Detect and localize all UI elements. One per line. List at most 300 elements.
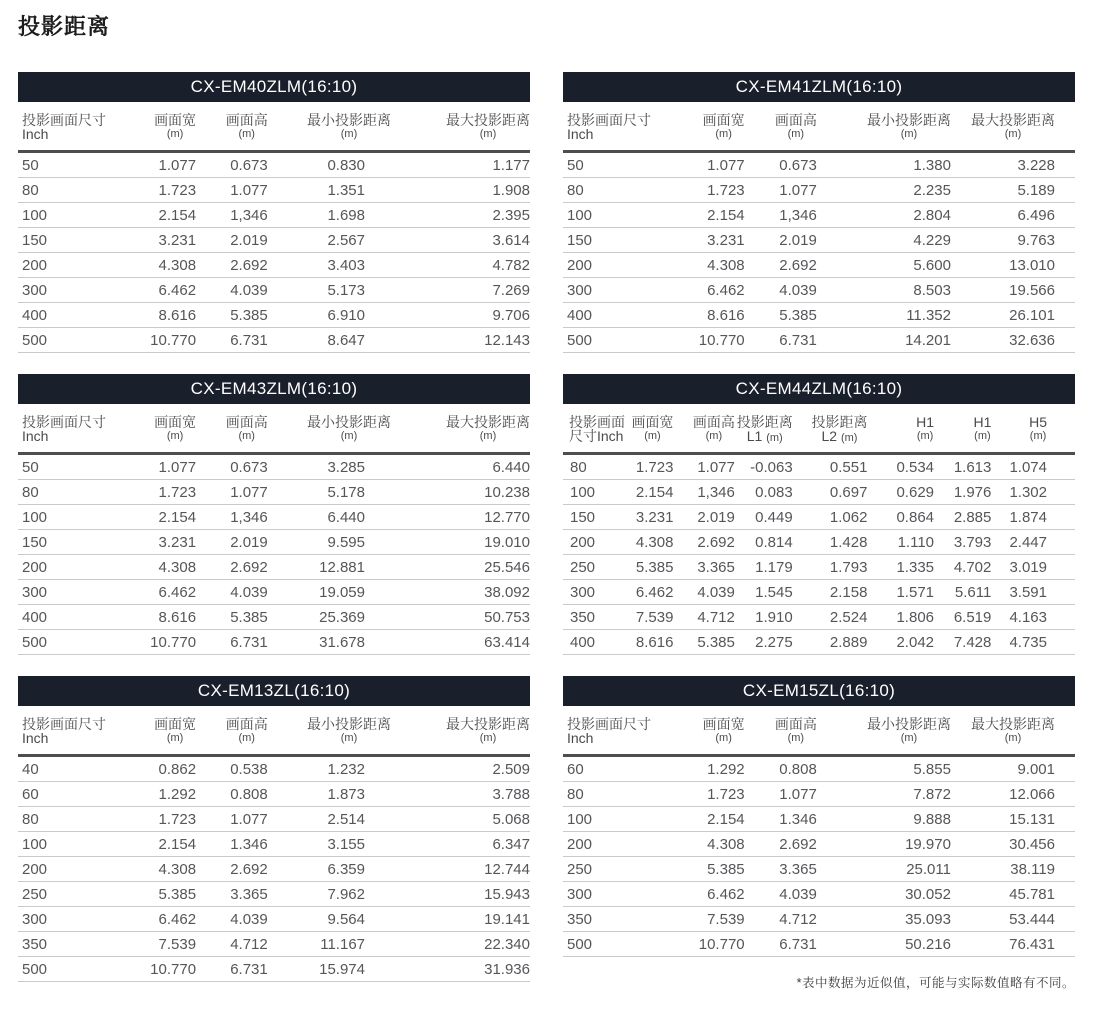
column-header: 投影画面尺寸 Inch (563, 102, 680, 152)
table-cell: 6.731 (196, 328, 268, 353)
table-cell: 6.910 (268, 303, 365, 328)
table-cell: 2.019 (196, 530, 268, 555)
table-cell: 0.814 (735, 530, 793, 555)
projection-distance-table (18, 404, 530, 655)
table-cell: 1.545 (735, 580, 793, 605)
table-cell: 400 (18, 303, 135, 328)
table-cell: 10.770 (680, 932, 745, 957)
table-cell: 80 (18, 178, 135, 203)
table-cell: 2.019 (745, 228, 817, 253)
table-cell: 1.077 (680, 152, 745, 178)
table-cell: 9.001 (951, 756, 1075, 782)
table-row (563, 505, 1075, 530)
table-cell: 1,346 (745, 203, 817, 228)
table-cell: 200 (563, 530, 630, 555)
table-cell: 6.496 (951, 203, 1075, 228)
table-cell: 15.943 (365, 882, 530, 907)
table-cell: 5.189 (951, 178, 1075, 203)
table-row (563, 454, 1075, 480)
table-cell: 9.763 (951, 228, 1075, 253)
table-row (18, 630, 530, 655)
table-cell: 1.292 (680, 756, 745, 782)
approximation-footnote: *表中数据为近似值，可能与实际数值略有不同。 (796, 976, 1075, 990)
table-row (563, 756, 1075, 782)
table-cell: 19.059 (268, 580, 365, 605)
table-row (563, 303, 1075, 328)
table-cell: 5.385 (673, 630, 734, 655)
table-cell: 1.723 (630, 454, 673, 480)
table-row (563, 555, 1075, 580)
table-cell: 50.216 (817, 932, 951, 957)
table-cell: 2.514 (268, 807, 365, 832)
table-row (563, 278, 1075, 303)
table-row (18, 605, 530, 630)
table-cell: 80 (563, 178, 680, 203)
table-cell: 2.447 (991, 530, 1075, 555)
table-cell: 0.808 (745, 756, 817, 782)
table-cell: 1.874 (991, 505, 1075, 530)
header-row (563, 102, 1075, 152)
table-cell: 400 (563, 303, 680, 328)
table-row (18, 178, 530, 203)
table-cell: 35.093 (817, 907, 951, 932)
column-header: 画面宽 (m) (680, 102, 745, 152)
table-cell: 12.770 (365, 505, 530, 530)
table-row (18, 932, 530, 957)
table-row (18, 203, 530, 228)
table-cell: 9.564 (268, 907, 365, 932)
table-cell: 1.613 (934, 454, 991, 480)
table-row (563, 253, 1075, 278)
table-row (18, 505, 530, 530)
table-row (563, 630, 1075, 655)
table-cell: 2.509 (365, 756, 530, 782)
table-cell: 1.077 (196, 807, 268, 832)
table-cell: 200 (563, 832, 680, 857)
table-row (563, 782, 1075, 807)
table-cell: 1.698 (268, 203, 365, 228)
table-cell: 1.380 (817, 152, 951, 178)
table-cell: 100 (563, 807, 680, 832)
column-header: 最小投影距离 (m) (817, 102, 951, 152)
table-cell: 15.131 (951, 807, 1075, 832)
table-cell: 5.385 (630, 555, 673, 580)
table-row (18, 253, 530, 278)
projection-table (18, 374, 530, 655)
page-title: 投影距离 (18, 14, 111, 39)
table-cell: 6.440 (365, 454, 530, 480)
table-row (563, 807, 1075, 832)
table-cell: 6.731 (196, 957, 268, 982)
table-cell: 1.062 (793, 505, 868, 530)
table-cell: 8.616 (135, 605, 196, 630)
table-cell: 2.019 (673, 505, 734, 530)
table-row (18, 580, 530, 605)
table-cell: 63.414 (365, 630, 530, 655)
table-cell: 6.462 (680, 882, 745, 907)
table-cell: 1.110 (867, 530, 934, 555)
table-cell: 1.723 (135, 807, 196, 832)
table-cell: 14.201 (817, 328, 951, 353)
table-cell: 500 (18, 328, 135, 353)
table-cell: 0.697 (793, 480, 868, 505)
table-cell: 1.346 (196, 832, 268, 857)
table-cell: 350 (563, 907, 680, 932)
table-cell: 4.308 (135, 253, 196, 278)
column-header: 画面高 (m) (196, 404, 268, 454)
table-cell: 2.154 (135, 505, 196, 530)
table-cell: 6.440 (268, 505, 365, 530)
column-header: 画面宽 (m) (135, 102, 196, 152)
table-cell: 7.428 (934, 630, 991, 655)
table-cell: 3.231 (135, 530, 196, 555)
table-cell: 1.302 (991, 480, 1075, 505)
table-row (563, 178, 1075, 203)
table-cell: 0.673 (745, 152, 817, 178)
table-cell: 4.039 (745, 278, 817, 303)
table-row (563, 857, 1075, 882)
table-cell: 3.788 (365, 782, 530, 807)
table-cell: 2.235 (817, 178, 951, 203)
table-cell: 250 (563, 857, 680, 882)
table-cell: 2.804 (817, 203, 951, 228)
column-header: H1 (m) (867, 404, 934, 454)
table-cell: 250 (18, 882, 135, 907)
table-cell: 1.077 (745, 782, 817, 807)
table-cell: 2.885 (934, 505, 991, 530)
table-cell: 25.011 (817, 857, 951, 882)
table-cell: 300 (18, 907, 135, 932)
table-cell: 1.351 (268, 178, 365, 203)
table-row (18, 782, 530, 807)
table-cell: 6.731 (196, 630, 268, 655)
table-cell: 4.163 (991, 605, 1075, 630)
column-header: 最大投影距离 (m) (365, 102, 530, 152)
table-cell: 1.077 (673, 454, 734, 480)
tables-grid (18, 72, 1078, 991)
projection-table (563, 72, 1075, 353)
column-header: 画面高 (m) (745, 706, 817, 756)
table-cell: 5.600 (817, 253, 951, 278)
table-cell: 4.712 (196, 932, 268, 957)
table-cell: 5.068 (365, 807, 530, 832)
table-cell: 4.308 (680, 253, 745, 278)
table-cell: 1.793 (793, 555, 868, 580)
table-cell: 3.793 (934, 530, 991, 555)
table-cell: 2.154 (680, 203, 745, 228)
table-cell: 38.119 (951, 857, 1075, 882)
column-header: 画面宽 (m) (135, 404, 196, 454)
column-header: 画面宽 (m) (680, 706, 745, 756)
table-cell: 0.534 (867, 454, 934, 480)
column-header: 投影画面 尺寸Inch (563, 404, 630, 454)
projection-distance-table (563, 404, 1075, 655)
table-cell: 6.359 (268, 857, 365, 882)
column-header: 画面高 (m) (673, 404, 734, 454)
table-cell: 9.706 (365, 303, 530, 328)
table-cell: 2.154 (680, 807, 745, 832)
header-row (18, 706, 530, 756)
table-cell: 10.770 (135, 328, 196, 353)
table-cell: 0.449 (735, 505, 793, 530)
table-cell: 200 (18, 555, 135, 580)
column-header: 画面宽 (m) (135, 706, 196, 756)
table-cell: 7.539 (680, 907, 745, 932)
projection-distance-table (563, 706, 1075, 957)
table-cell: 1.177 (365, 152, 530, 178)
table-row (563, 907, 1075, 932)
table-cell: 80 (18, 480, 135, 505)
table-row (18, 807, 530, 832)
table-cell: 3.285 (268, 454, 365, 480)
table-row (18, 832, 530, 857)
column-header: 投影距离 L2 (m) (793, 404, 868, 454)
table-cell: 60 (563, 756, 680, 782)
table-cell: 7.872 (817, 782, 951, 807)
table-cell: 1.074 (991, 454, 1075, 480)
column-header: 最小投影距离 (m) (817, 706, 951, 756)
table-cell: 6.731 (745, 932, 817, 957)
table-title-bar: CX-EM13ZL(16:10) (18, 676, 530, 706)
table-row (18, 957, 530, 982)
table-cell: 150 (18, 530, 135, 555)
table-row (563, 580, 1075, 605)
table-cell: 150 (563, 505, 630, 530)
table-cell: 1.976 (934, 480, 991, 505)
table-title-bar: CX-EM44ZLM(16:10) (563, 374, 1075, 404)
table-cell: 8.616 (630, 630, 673, 655)
table-cell: 2.154 (135, 203, 196, 228)
table-cell: 2.524 (793, 605, 868, 630)
table-cell: 15.974 (268, 957, 365, 982)
table-cell: 4.308 (680, 832, 745, 857)
table-row (18, 480, 530, 505)
table-title-bar: CX-EM41ZLM(16:10) (563, 72, 1075, 102)
table-cell: 400 (18, 605, 135, 630)
table-cell: 100 (563, 203, 680, 228)
table-cell: 3.019 (991, 555, 1075, 580)
table-cell: 4.039 (673, 580, 734, 605)
table-cell: 4.039 (196, 278, 268, 303)
table-cell: 0.673 (196, 454, 268, 480)
table-row (18, 152, 530, 178)
table-cell: 3.403 (268, 253, 365, 278)
table-cell: 2.154 (135, 832, 196, 857)
table-cell: 1.077 (196, 178, 268, 203)
table-cell: 2.395 (365, 203, 530, 228)
table-cell: 1,346 (196, 203, 268, 228)
column-header: 投影画面尺寸 Inch (563, 706, 680, 756)
table-cell: 4.702 (934, 555, 991, 580)
table-cell: 6.519 (934, 605, 991, 630)
table-cell: 1.179 (735, 555, 793, 580)
table-cell: 11.352 (817, 303, 951, 328)
table-cell: 4.229 (817, 228, 951, 253)
table-cell: 9.595 (268, 530, 365, 555)
table-cell: 4.735 (991, 630, 1075, 655)
table-cell: 1.910 (735, 605, 793, 630)
table-cell: 3.231 (630, 505, 673, 530)
table-cell: 3.365 (196, 882, 268, 907)
column-header: 最小投影距离 (m) (268, 706, 365, 756)
table-cell: 53.444 (951, 907, 1075, 932)
table-cell: 1.232 (268, 756, 365, 782)
table-cell: 1.908 (365, 178, 530, 203)
table-cell: 2.567 (268, 228, 365, 253)
table-cell: 12.881 (268, 555, 365, 580)
table-cell: 45.781 (951, 882, 1075, 907)
table-cell: 2.275 (735, 630, 793, 655)
table-cell: 7.962 (268, 882, 365, 907)
table-cell: 80 (563, 454, 630, 480)
table-row (18, 555, 530, 580)
table-cell: 1,346 (673, 480, 734, 505)
table-cell: 0.673 (196, 152, 268, 178)
table-cell: 8.503 (817, 278, 951, 303)
table-cell: 8.616 (135, 303, 196, 328)
table-cell: 13.010 (951, 253, 1075, 278)
table-cell: 8.616 (680, 303, 745, 328)
column-header: 最大投影距离 (m) (951, 706, 1075, 756)
table-cell: 200 (18, 253, 135, 278)
table-cell: 500 (563, 328, 680, 353)
table-cell: 32.636 (951, 328, 1075, 353)
projection-distance-table (563, 102, 1075, 353)
table-cell: 12.744 (365, 857, 530, 882)
table-row (18, 857, 530, 882)
header-row (18, 102, 530, 152)
table-cell: 1.723 (680, 178, 745, 203)
table-row (563, 605, 1075, 630)
column-header: 投影画面尺寸 Inch (18, 404, 135, 454)
projection-table (563, 676, 1075, 957)
column-header: 画面高 (m) (196, 102, 268, 152)
table-cell: 80 (563, 782, 680, 807)
table-cell: 5.385 (745, 303, 817, 328)
table-cell: 100 (18, 203, 135, 228)
table-cell: 1.806 (867, 605, 934, 630)
table-row (18, 228, 530, 253)
table-cell: 31.936 (365, 957, 530, 982)
table-cell: 50 (563, 152, 680, 178)
column-header: 最大投影距离 (m) (365, 706, 530, 756)
table-cell: 100 (18, 505, 135, 530)
table-cell: 6.462 (135, 580, 196, 605)
table-cell: 1.723 (135, 480, 196, 505)
table-cell: 6.731 (745, 328, 817, 353)
table-row (18, 882, 530, 907)
table-cell: 1.077 (135, 152, 196, 178)
table-row (563, 228, 1075, 253)
table-cell: 25.369 (268, 605, 365, 630)
table-cell: 3.365 (673, 555, 734, 580)
table-cell: 4.308 (135, 857, 196, 882)
table-cell: 0.083 (735, 480, 793, 505)
table-cell: 0.808 (196, 782, 268, 807)
column-header: 投影距离 L1 (m) (735, 404, 793, 454)
table-cell: 30.456 (951, 832, 1075, 857)
table-cell: -0.063 (735, 454, 793, 480)
column-header: 最小投影距离 (m) (268, 404, 365, 454)
header-row (563, 404, 1075, 454)
table-cell: 300 (563, 580, 630, 605)
table-cell: 400 (563, 630, 630, 655)
table-cell: 2.692 (745, 253, 817, 278)
projection-table (563, 374, 1075, 655)
table-cell: 1.335 (867, 555, 934, 580)
table-cell: 12.143 (365, 328, 530, 353)
table-row (563, 152, 1075, 178)
column-header: 投影画面尺寸 Inch (18, 706, 135, 756)
table-row (563, 932, 1075, 957)
table-cell: 30.052 (817, 882, 951, 907)
table-row (18, 530, 530, 555)
table-cell: 2.019 (196, 228, 268, 253)
table-cell: 19.970 (817, 832, 951, 857)
table-cell: 3.231 (680, 228, 745, 253)
table-cell: 6.462 (135, 278, 196, 303)
table-cell: 12.066 (951, 782, 1075, 807)
table-cell: 150 (18, 228, 135, 253)
table-row (18, 278, 530, 303)
table-cell: 4.039 (745, 882, 817, 907)
table-cell: 300 (563, 278, 680, 303)
table-cell: 4.039 (196, 907, 268, 932)
table-cell: 2.692 (196, 857, 268, 882)
table-cell: 1.077 (135, 454, 196, 480)
table-cell: 4.712 (745, 907, 817, 932)
table-cell: 5.178 (268, 480, 365, 505)
table-cell: 2.889 (793, 630, 868, 655)
table-cell: 7.269 (365, 278, 530, 303)
table-cell: 1.428 (793, 530, 868, 555)
table-cell: 3.591 (991, 580, 1075, 605)
table-cell: 6.462 (135, 907, 196, 932)
table-cell: 350 (18, 932, 135, 957)
table-cell: 300 (18, 580, 135, 605)
table-cell: 76.431 (951, 932, 1075, 957)
table-cell: 0.629 (867, 480, 934, 505)
table-cell: 1.292 (135, 782, 196, 807)
table-row (18, 756, 530, 782)
table-row (18, 454, 530, 480)
table-cell: 4.782 (365, 253, 530, 278)
table-cell: 3.231 (135, 228, 196, 253)
table-cell: 200 (563, 253, 680, 278)
table-row (563, 328, 1075, 353)
column-header: 最大投影距离 (m) (365, 404, 530, 454)
table-cell: 10.770 (680, 328, 745, 353)
projection-table (18, 676, 530, 982)
table-cell: 4.712 (673, 605, 734, 630)
table-cell: 5.855 (817, 756, 951, 782)
table-cell: 5.385 (196, 605, 268, 630)
table-cell: 6.347 (365, 832, 530, 857)
table-cell: 19.566 (951, 278, 1075, 303)
table-cell: 50 (18, 454, 135, 480)
table-cell: 2.154 (630, 480, 673, 505)
table-cell: 50 (18, 152, 135, 178)
table-cell: 4.308 (630, 530, 673, 555)
table-cell: 1.723 (680, 782, 745, 807)
table-row (563, 530, 1075, 555)
table-cell: 6.462 (630, 580, 673, 605)
table-cell: 100 (18, 832, 135, 857)
table-cell: 0.551 (793, 454, 868, 480)
table-cell: 2.692 (673, 530, 734, 555)
column-header: 画面高 (m) (196, 706, 268, 756)
table-cell: 100 (563, 480, 630, 505)
